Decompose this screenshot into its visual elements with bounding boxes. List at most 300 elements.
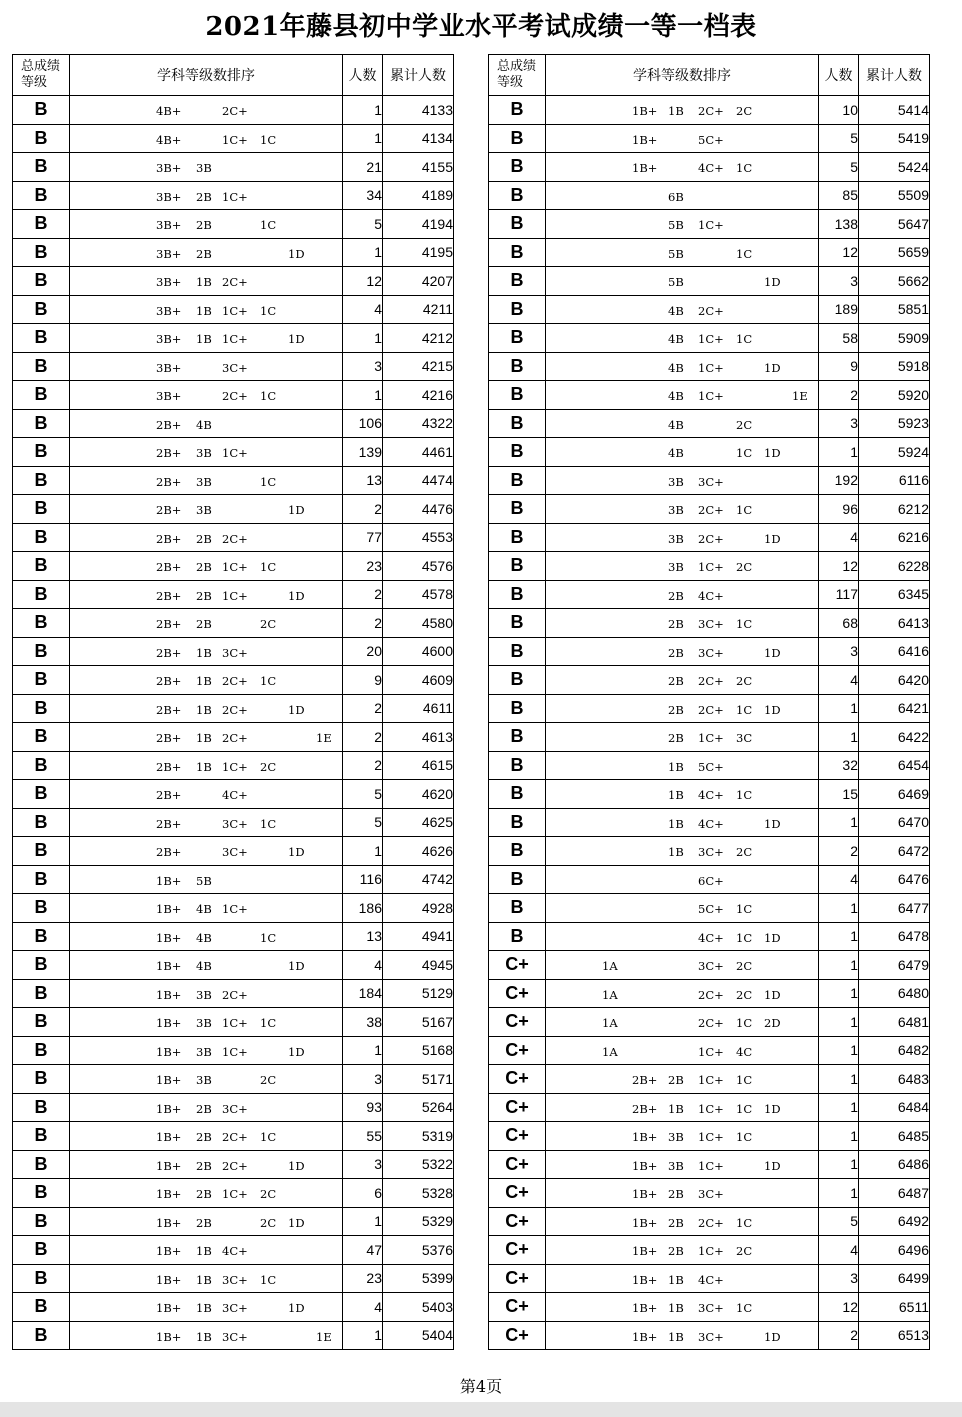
cumulative-cell: 6486 (859, 1150, 930, 1179)
combo-cell (546, 210, 819, 239)
combo-cell (70, 666, 343, 695)
count-cell: 93 (343, 1093, 383, 1122)
combo-token: 1D (764, 1329, 781, 1344)
combo-token: 3B+ (156, 389, 182, 403)
combo-token: 2B (196, 588, 212, 603)
header-cumulative: 累计人数 (859, 55, 930, 96)
combo-token: 1D (764, 816, 781, 831)
combo-token: 2B (196, 1101, 212, 1116)
cumulative-cell: 4215 (383, 352, 454, 381)
combo-token: 5B (668, 218, 684, 232)
combo-token: 1B (196, 1301, 212, 1315)
combo-token: 4B (196, 959, 212, 973)
table-row (489, 780, 930, 809)
cumulative-cell: 4625 (383, 808, 454, 837)
table-row (489, 580, 930, 609)
combo-token: 2C (736, 417, 753, 432)
cumulative-cell: 5909 (859, 324, 930, 353)
grade-cell: B (13, 1065, 70, 1094)
cumulative-cell: 6499 (859, 1264, 930, 1293)
combo-token: 4B (668, 417, 684, 432)
combo-cell (546, 1036, 819, 1065)
cumulative-cell: 6413 (859, 609, 930, 638)
combo-token: 1C (736, 902, 753, 916)
count-cell: 1 (819, 808, 859, 837)
combo-token: 3B+ (156, 332, 182, 346)
grade-cell: C+ (489, 1036, 546, 1065)
combo-cell (546, 922, 819, 951)
cumulative-cell: 5171 (383, 1065, 454, 1094)
table-row (489, 694, 930, 723)
grade-cell: B (13, 1179, 70, 1208)
cumulative-cell: 4609 (383, 666, 454, 695)
combo-cell (70, 552, 343, 581)
combo-token: 3C+ (222, 1101, 248, 1116)
combo-token: 1C+ (222, 759, 248, 774)
grade-cell: C+ (489, 1065, 546, 1094)
combo-token: 2B (196, 531, 212, 546)
combo-cell (70, 951, 343, 980)
combo-cell (70, 466, 343, 495)
combo-token: 1D (764, 645, 781, 660)
table-row (489, 409, 930, 438)
count-cell: 116 (343, 865, 383, 894)
combo-token: 1B+ (156, 1187, 182, 1201)
header-grade: 总成绩等级 (489, 55, 546, 96)
cumulative-cell: 5376 (383, 1236, 454, 1265)
combo-token: 1C+ (698, 1158, 724, 1173)
combo-token: 1D (764, 446, 781, 460)
combo-token: 3C+ (222, 1272, 248, 1287)
combo-token: 2B (668, 1073, 684, 1087)
combo-token: 2B (668, 731, 684, 745)
count-cell: 139 (343, 438, 383, 467)
combo-cell (546, 609, 819, 638)
count-cell: 3 (819, 637, 859, 666)
table-row (489, 751, 930, 780)
grade-cell: B (489, 295, 546, 324)
combo-token: 1B (196, 1329, 212, 1344)
grade-cell: B (13, 637, 70, 666)
combo-token: 1B (668, 1301, 684, 1315)
grade-cell: B (13, 181, 70, 210)
combo-token: 2C+ (222, 731, 248, 745)
combo-token: 3C+ (698, 474, 724, 489)
cumulative-cell: 6420 (859, 666, 930, 695)
grade-cell: B (489, 124, 546, 153)
cumulative-cell: 5329 (383, 1207, 454, 1236)
combo-token: 4B (196, 902, 212, 916)
count-cell: 12 (819, 238, 859, 267)
cumulative-cell: 4578 (383, 580, 454, 609)
cumulative-cell: 6345 (859, 580, 930, 609)
table-row (13, 495, 454, 524)
table-row (13, 865, 454, 894)
cumulative-cell: 5399 (383, 1264, 454, 1293)
combo-token: 4B (668, 446, 684, 460)
cumulative-cell: 6478 (859, 922, 930, 951)
combo-token: 1B (668, 845, 684, 859)
combo-cell (70, 751, 343, 780)
table-row (13, 637, 454, 666)
combo-token: 4B+ (156, 132, 182, 147)
grade-cell: B (13, 922, 70, 951)
grade-cell: B (13, 751, 70, 780)
table-row (13, 381, 454, 410)
table-row (13, 438, 454, 467)
combo-cell (70, 694, 343, 723)
combo-token: 2B (196, 189, 212, 204)
table-row (489, 124, 930, 153)
combo-token: 4B (196, 930, 212, 945)
grade-cell: B (489, 409, 546, 438)
cumulative-cell: 6469 (859, 780, 930, 809)
table-row (13, 124, 454, 153)
combo-token: 3C+ (698, 845, 724, 859)
count-cell: 13 (343, 466, 383, 495)
combo-cell (70, 96, 343, 125)
combo-token: 1C+ (698, 1073, 724, 1087)
cumulative-cell: 4580 (383, 609, 454, 638)
combo-token: 2B+ (156, 759, 182, 774)
combo-token: 1A (602, 987, 618, 1002)
combo-token: 1B+ (156, 1158, 182, 1173)
combo-token: 1B+ (632, 1329, 658, 1344)
count-cell: 1 (343, 124, 383, 153)
table-row (489, 1207, 930, 1236)
combo-cell (70, 381, 343, 410)
table-row (489, 324, 930, 353)
combo-token: 3B+ (156, 303, 182, 318)
grade-cell: C+ (489, 1293, 546, 1322)
combo-cell (546, 1236, 819, 1265)
combo-token: 2B (668, 617, 684, 631)
cumulative-cell: 4600 (383, 637, 454, 666)
table-row (13, 808, 454, 837)
count-cell: 4 (343, 1293, 383, 1322)
combo-token: 1B+ (632, 1130, 658, 1144)
combo-token: 1D (764, 702, 781, 717)
cumulative-cell: 6472 (859, 837, 930, 866)
page-title: 2021年藤县初中学业水平考试成绩一等一档表 (205, 12, 757, 42)
grade-cell: B (13, 267, 70, 296)
count-cell: 34 (343, 181, 383, 210)
combo-token: 5B (196, 873, 212, 888)
table-row (13, 352, 454, 381)
combo-token: 2C+ (222, 1158, 248, 1173)
cumulative-cell: 6479 (859, 951, 930, 980)
count-cell: 23 (343, 1264, 383, 1293)
combo-token: 1B+ (156, 873, 182, 888)
grade-cell: B (13, 1321, 70, 1350)
cumulative-cell: 4322 (383, 409, 454, 438)
combo-token: 3B (668, 560, 684, 574)
table-row (489, 267, 930, 296)
combo-cell (70, 238, 343, 267)
combo-token: 1D (288, 332, 305, 346)
combo-token: 1B (668, 759, 684, 774)
table-row (489, 1008, 930, 1037)
combo-token: 3B+ (156, 275, 182, 289)
grade-cell: B (13, 552, 70, 581)
count-cell: 1 (819, 438, 859, 467)
table-row (13, 238, 454, 267)
table-header-row (13, 55, 454, 96)
grade-cell: B (489, 723, 546, 752)
count-cell: 1 (819, 951, 859, 980)
combo-token: 1C+ (222, 560, 248, 574)
combo-token: 1B+ (156, 959, 182, 973)
combo-token: 3B+ (156, 161, 182, 175)
combo-token: 1C+ (698, 360, 724, 375)
cumulative-cell: 6421 (859, 694, 930, 723)
cumulative-cell: 5659 (859, 238, 930, 267)
combo-token: 1C (736, 1301, 753, 1315)
cumulative-cell: 6483 (859, 1065, 930, 1094)
combo-cell (70, 780, 343, 809)
cumulative-cell: 4194 (383, 210, 454, 239)
cumulative-cell: 6482 (859, 1036, 930, 1065)
table-row (13, 1321, 454, 1350)
combo-cell (70, 1008, 343, 1037)
combo-token: 1C (736, 1215, 753, 1230)
combo-cell (70, 1293, 343, 1322)
combo-token: 1B (196, 731, 212, 745)
combo-cell (70, 894, 343, 923)
count-cell: 1 (343, 1321, 383, 1350)
count-cell: 192 (819, 466, 859, 495)
table-row (489, 922, 930, 951)
cumulative-cell: 6484 (859, 1093, 930, 1122)
combo-token: 2B (196, 1158, 212, 1173)
table-row (13, 751, 454, 780)
combo-token: 4C+ (222, 788, 248, 802)
combo-cell (546, 837, 819, 866)
combo-token: 2C+ (698, 531, 724, 546)
combo-cell (546, 324, 819, 353)
combo-token: 2B (668, 702, 684, 717)
count-cell: 47 (343, 1236, 383, 1265)
combo-token: 1C (260, 1130, 277, 1144)
combo-token: 1D (288, 1301, 305, 1315)
combo-token: 1E (792, 389, 808, 403)
combo-token: 1B+ (156, 1016, 182, 1030)
combo-cell (546, 552, 819, 581)
count-cell: 5 (819, 1207, 859, 1236)
cumulative-cell: 5918 (859, 352, 930, 381)
combo-token: 1C (260, 816, 277, 831)
grade-cell: B (13, 865, 70, 894)
combo-cell (546, 96, 819, 125)
combo-token: 1B (196, 275, 212, 289)
combo-cell (70, 124, 343, 153)
combo-token: 1B (196, 645, 212, 660)
combo-cell (70, 922, 343, 951)
count-cell: 1 (819, 894, 859, 923)
grade-cell: B (13, 1036, 70, 1065)
table-row (489, 1264, 930, 1293)
combo-token: 1D (288, 845, 305, 859)
combo-cell (546, 267, 819, 296)
table-row (489, 723, 930, 752)
combo-token: 1B+ (632, 1301, 658, 1315)
table-row (13, 210, 454, 239)
table-row (489, 1236, 930, 1265)
combo-token: 4B+ (156, 104, 182, 118)
combo-token: 1E (316, 1329, 332, 1344)
cumulative-cell: 6487 (859, 1179, 930, 1208)
cumulative-cell: 5167 (383, 1008, 454, 1037)
cumulative-cell: 4134 (383, 124, 454, 153)
combo-token: 1D (288, 959, 305, 973)
grade-cell: B (489, 837, 546, 866)
grade-cell: B (13, 96, 70, 125)
combo-cell (70, 808, 343, 837)
combo-token: 1D (764, 987, 781, 1002)
cumulative-cell: 5851 (859, 295, 930, 324)
grade-cell: C+ (489, 1093, 546, 1122)
combo-token: 3B (668, 1130, 684, 1144)
combo-token: 2C+ (698, 1016, 724, 1030)
table-row (13, 1036, 454, 1065)
combo-cell (546, 295, 819, 324)
combo-token: 1C+ (222, 332, 248, 346)
grade-cell: B (13, 1264, 70, 1293)
combo-token: 2B+ (156, 446, 182, 460)
combo-token: 6B (668, 189, 684, 204)
combo-cell (546, 979, 819, 1008)
header-count: 人数 (343, 55, 383, 96)
combo-token: 2C (736, 1244, 753, 1258)
cumulative-cell: 4576 (383, 552, 454, 581)
combo-cell (70, 352, 343, 381)
combo-token: 3B (668, 1158, 684, 1173)
combo-token: 5B (668, 246, 684, 261)
combo-cell (546, 1093, 819, 1122)
count-cell: 77 (343, 523, 383, 552)
cumulative-cell: 6116 (859, 466, 930, 495)
grade-cell: B (489, 780, 546, 809)
combo-token: 2C+ (698, 674, 724, 688)
combo-cell (546, 381, 819, 410)
count-cell: 2 (343, 723, 383, 752)
count-cell: 38 (343, 1008, 383, 1037)
cumulative-cell: 5404 (383, 1321, 454, 1350)
combo-token: 2B+ (156, 816, 182, 831)
combo-token: 2B+ (156, 645, 182, 660)
cumulative-cell: 5129 (383, 979, 454, 1008)
combo-token: 1C+ (698, 1044, 724, 1059)
grade-cell: C+ (489, 951, 546, 980)
combo-token: 2B+ (156, 617, 182, 631)
count-cell: 5 (343, 210, 383, 239)
combo-token: 1B+ (156, 1329, 182, 1344)
combo-token: 2B+ (156, 731, 182, 745)
combo-token: 3C+ (222, 1329, 248, 1344)
combo-token: 2C (260, 759, 277, 774)
table-row (13, 1264, 454, 1293)
combo-token: 3B (196, 987, 212, 1002)
grade-cell: B (13, 295, 70, 324)
cumulative-cell: 6416 (859, 637, 930, 666)
combo-token: 1B+ (156, 1130, 182, 1144)
combo-token: 1A (602, 1016, 618, 1030)
count-cell: 4 (343, 951, 383, 980)
table-row (13, 1293, 454, 1322)
combo-cell (70, 210, 343, 239)
count-cell: 106 (343, 409, 383, 438)
combo-cell (70, 181, 343, 210)
combo-token: 2C (736, 987, 753, 1002)
combo-token: 3B (196, 474, 212, 489)
count-cell: 5 (819, 153, 859, 182)
grade-cell: C+ (489, 1207, 546, 1236)
combo-token: 3C (736, 731, 753, 745)
cumulative-cell: 5662 (859, 267, 930, 296)
combo-token: 3B (196, 446, 212, 460)
combo-cell (70, 723, 343, 752)
combo-token: 1B+ (632, 1244, 658, 1258)
combo-cell (546, 1207, 819, 1236)
combo-token: 3B (668, 531, 684, 546)
combo-cell (70, 438, 343, 467)
combo-token: 2C+ (222, 1130, 248, 1144)
table-row (13, 1150, 454, 1179)
combo-token: 4C+ (698, 816, 724, 831)
cumulative-cell: 5924 (859, 438, 930, 467)
grade-cell: B (13, 666, 70, 695)
combo-token: 1C (736, 161, 753, 175)
table-row (489, 1179, 930, 1208)
combo-token: 2C+ (698, 503, 724, 517)
combo-token: 1B+ (156, 987, 182, 1002)
combo-token: 1B (196, 674, 212, 688)
combo-cell (546, 523, 819, 552)
cumulative-cell: 4133 (383, 96, 454, 125)
count-cell: 2 (343, 694, 383, 723)
grade-cell: C+ (489, 1321, 546, 1350)
table-row (489, 523, 930, 552)
cumulative-cell: 6454 (859, 751, 930, 780)
grade-cell: B (13, 324, 70, 353)
count-cell: 1 (819, 1179, 859, 1208)
combo-token: 1B+ (156, 1073, 182, 1087)
combo-token: 3B (196, 1016, 212, 1030)
combo-token: 2C+ (698, 702, 724, 717)
table-row (13, 666, 454, 695)
count-cell: 3 (343, 352, 383, 381)
combo-token: 1C (736, 1130, 753, 1144)
count-cell: 1 (819, 1036, 859, 1065)
grade-cell: B (13, 1207, 70, 1236)
count-cell: 12 (819, 552, 859, 581)
grade-cell: B (13, 381, 70, 410)
combo-cell (70, 979, 343, 1008)
combo-cell (546, 808, 819, 837)
combo-token: 1C+ (222, 1016, 248, 1030)
cumulative-cell: 4461 (383, 438, 454, 467)
grade-cell: B (13, 1293, 70, 1322)
combo-token: 2B (196, 560, 212, 574)
combo-cell (546, 466, 819, 495)
table-row (13, 267, 454, 296)
grade-cell: B (13, 609, 70, 638)
combo-cell (70, 1236, 343, 1265)
cumulative-cell: 5923 (859, 409, 930, 438)
combo-token: 1D (288, 1158, 305, 1173)
grade-cell: B (489, 922, 546, 951)
count-cell: 1 (819, 1093, 859, 1122)
